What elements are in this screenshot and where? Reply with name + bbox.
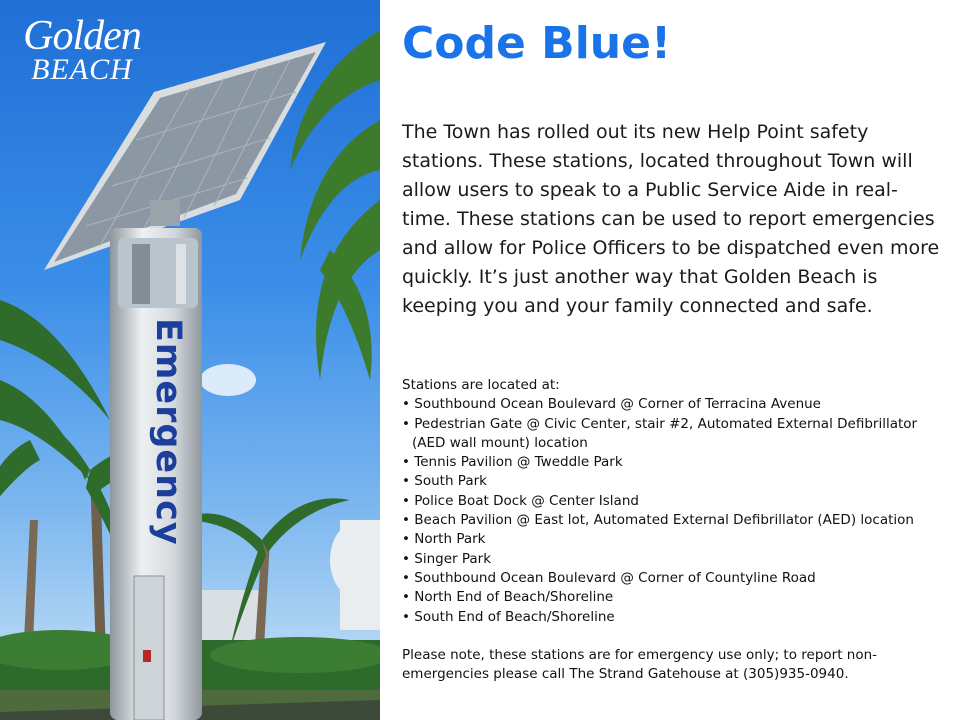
photo-illustration <box>0 0 380 720</box>
list-item: • North End of Beach/Shoreline <box>402 588 942 607</box>
stations-section <box>402 376 942 627</box>
list-item: • Tennis Pavilion @ Tweddle Park <box>402 453 942 472</box>
list-item: • Beach Pavilion @ East lot, Automated External Defibrillator (AED) location <box>402 511 942 530</box>
list-item: • Pedestrian Gate @ Civic Center, stair #2, Automated External Defibrillator (AED wall mount) location <box>402 415 942 454</box>
emergency-note: Please note, these stations are for emergency use only; to report non-emergencies please call The Strand Gatehouse at (305)935-0940. <box>402 647 878 683</box>
help-point-photo <box>0 0 380 720</box>
logo-line-1: Golden <box>23 13 141 59</box>
list-item: • South Park <box>402 472 942 491</box>
stations-list <box>402 395 942 627</box>
stations-heading: Stations are located at: <box>402 377 560 393</box>
list-item: • Southbound Ocean Boulevard @ Corner of Terracina Avenue <box>402 395 942 414</box>
golden-beach-logo <box>12 13 152 86</box>
pole-emergency-label: Emergency <box>148 318 188 546</box>
list-item: • Southbound Ocean Boulevard @ Corner of Countyline Road <box>402 569 942 588</box>
list-item: • South End of Beach/Shoreline <box>402 608 942 627</box>
logo-line-2: BEACH <box>31 52 133 86</box>
list-item: • Singer Park <box>402 550 942 569</box>
list-item: • North Park <box>402 530 942 549</box>
intro-paragraph: The Town has rolled out its new Help Point safety stations. These stations, located throughout Town will allow users to speak to a Public Service Aide in real-time. These stations can be used to report emergencies and allow for Police Officers to be dispatched even more quickly. It’s just another way that Golden Beach is keeping you and your family connected and safe. <box>402 121 940 317</box>
page-title: Code Blue! <box>402 18 672 69</box>
list-item: • Police Boat Dock @ Center Island <box>402 492 942 511</box>
